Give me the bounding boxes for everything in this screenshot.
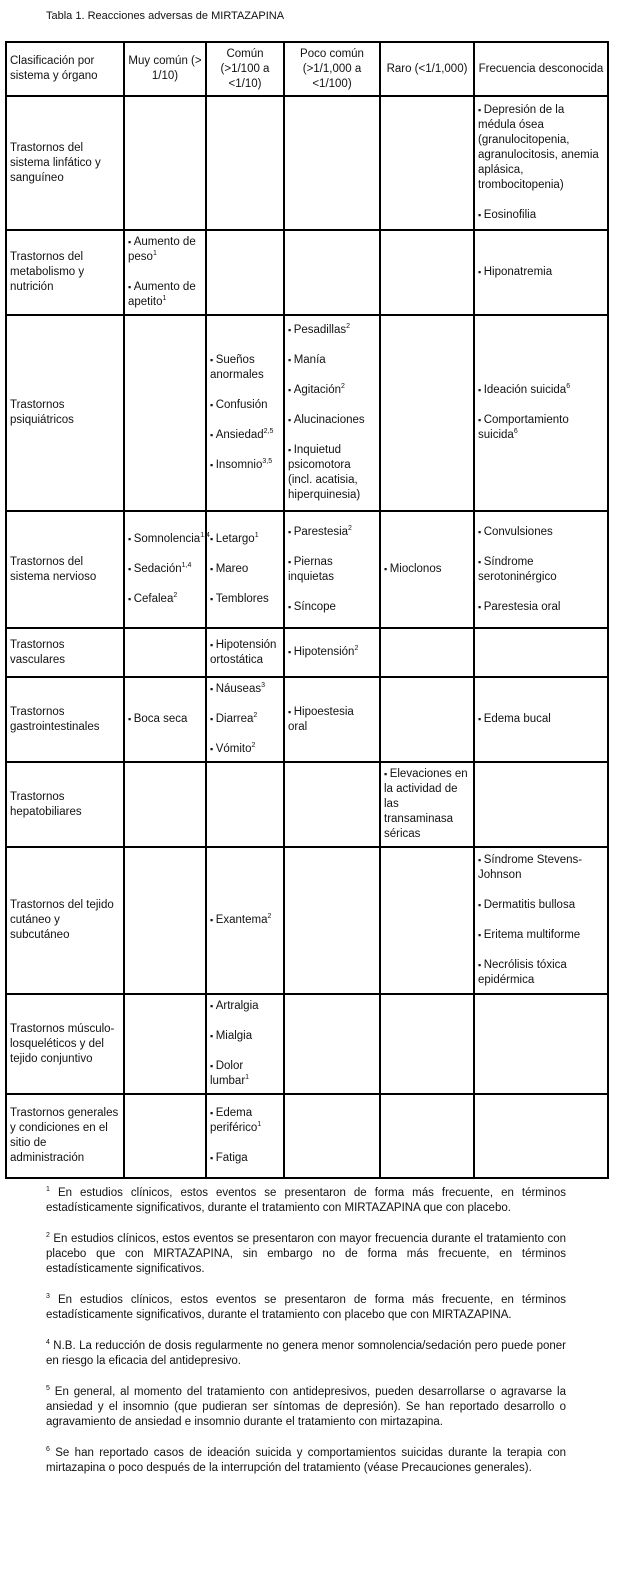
organ-class-cell: Trastornos del tejido cutáneo y subcutáneo	[6, 847, 124, 994]
reaction-item: ▪ Hipotensión ortostática	[210, 638, 280, 668]
unknown-frequency-cell	[474, 96, 608, 230]
reaction-item: ▪ Letargo$^1$	[210, 532, 280, 547]
footnote-ref: 1,4	[181, 562, 192, 570]
common-cell	[206, 762, 284, 847]
table-row	[6, 677, 608, 762]
uncommon-cell	[284, 315, 380, 511]
header-row	[6, 42, 608, 96]
reaction-item: ▪ Mioclonos	[384, 562, 470, 577]
footnote-ref: 1	[162, 295, 167, 303]
common-cell	[206, 96, 284, 230]
rare-cell	[380, 230, 474, 315]
very-common-cell	[124, 847, 206, 994]
reaction-item: ▪ Sedación$^{1,4}$	[128, 562, 202, 577]
reaction-item: ▪ Edema bucal	[478, 712, 604, 727]
reaction-list	[210, 913, 280, 928]
footnote: $^1$ En estudios clínicos, estos eventos se presentaron de forma más frecuente, en términos estadísticamente significativos, durante el tratamiento con MIRTAZAPINA que con placebo.	[46, 1186, 566, 1214]
header-uncommon: Poco común (>1/1,000 a <1/100)	[284, 42, 380, 96]
uncommon-cell	[284, 762, 380, 847]
reaction-list	[288, 705, 376, 735]
uncommon-cell	[284, 628, 380, 677]
reaction-item: ▪ Aumento de peso$^1$	[128, 235, 202, 265]
common-cell	[206, 230, 284, 315]
table-row	[6, 628, 608, 677]
footnote-ref: 1	[254, 532, 259, 540]
organ-class-cell: Trastornos músculo-losqueléticos y del tejido conjuntivo	[6, 994, 124, 1094]
reaction-item: ▪ Hiponatremia	[478, 265, 604, 280]
uncommon-cell	[284, 96, 380, 230]
footnote-number: 2	[46, 1232, 50, 1240]
reaction-item: ▪ Pesadillas$^2$	[288, 323, 376, 338]
reaction-item: ▪ Sueños anormales	[210, 353, 280, 383]
rare-cell	[380, 847, 474, 994]
reaction-item: ▪ Boca seca	[128, 712, 202, 727]
uncommon-cell	[284, 230, 380, 315]
reaction-list	[128, 235, 202, 310]
footnote-ref: 2	[267, 913, 272, 921]
rare-cell	[380, 628, 474, 677]
reaction-list	[384, 562, 470, 577]
footnote-ref: 3	[261, 682, 265, 690]
reaction-list	[210, 682, 280, 757]
unknown-frequency-cell	[474, 230, 608, 315]
organ-class-cell: Trastornos del metabolismo y nutrición	[6, 230, 124, 315]
reaction-item: ▪ Síndrome Stevens-Johnson	[478, 853, 604, 883]
reaction-item: ▪ Inquietud psicomotora (incl. acatisia, hiperquinesia)	[288, 443, 376, 503]
very-common-cell	[124, 628, 206, 677]
reaction-item: ▪ Mialgia	[210, 1029, 280, 1044]
reaction-list	[478, 712, 604, 727]
organ-class-cell: Trastornos generales y condiciones en el sitio de administración	[6, 1094, 124, 1178]
header-unknown-frequency: Frecuencia desconocida	[474, 42, 608, 96]
reaction-item: ▪ Manía	[288, 353, 376, 368]
reaction-list	[478, 525, 604, 615]
reaction-list	[210, 638, 280, 668]
very-common-cell	[124, 1094, 206, 1178]
very-common-cell	[124, 762, 206, 847]
footnote-ref: 2	[354, 645, 359, 653]
reaction-item: ▪ Confusión	[210, 398, 280, 413]
reaction-list	[288, 323, 376, 503]
rare-cell	[380, 511, 474, 628]
footnote-ref: 3,5	[262, 458, 273, 466]
reaction-list	[478, 265, 604, 280]
very-common-cell	[124, 230, 206, 315]
unknown-frequency-cell	[474, 511, 608, 628]
footnote: $^4$ N.B. La reducción de dosis regularmente no genera menor somnolencia/sedación pero puede poner en riesgo la eficacia del antidepresivo.	[46, 1339, 566, 1367]
reaction-item: ▪ Parestesia$^2$	[288, 525, 376, 540]
footnote-ref: 2	[346, 323, 351, 331]
adverse-reactions-table	[5, 41, 609, 1179]
header-common: Común (>1/100 a <1/10)	[206, 42, 284, 96]
footnote-ref: 1,4	[200, 532, 210, 540]
reaction-list	[210, 1106, 280, 1166]
footnote: $^2$ En estudios clínicos, estos eventos se presentaron con mayor frecuencia durante el tratamiento con placebo que con MIRTAZAPINA, sin embargo no de forma más frecuente, en términos estadísticamente significativos.	[46, 1232, 566, 1275]
reaction-item: ▪ Somnolencia$^{1,4}$	[128, 532, 202, 547]
reaction-item: ▪ Convulsiones	[478, 525, 604, 540]
reaction-item: ▪ Síncope	[288, 600, 376, 615]
reaction-item: ▪ Temblores	[210, 592, 280, 607]
reaction-list	[288, 645, 376, 660]
footnote-number: 1	[46, 1186, 50, 1194]
organ-class-cell: Trastornos psiquiátricos	[6, 315, 124, 511]
reaction-item: ▪ Diarrea$^2$	[210, 712, 280, 727]
uncommon-cell	[284, 1094, 380, 1178]
rare-cell	[380, 315, 474, 511]
reaction-item: ▪ Alucinaciones	[288, 413, 376, 428]
very-common-cell	[124, 96, 206, 230]
table-body	[6, 96, 608, 1178]
reaction-item: ▪ Parestesia oral	[478, 600, 604, 615]
footnote-number: 5	[46, 1385, 50, 1393]
very-common-cell	[124, 994, 206, 1094]
reaction-item: ▪ Dolor lumbar$^1$	[210, 1059, 280, 1089]
reaction-list	[210, 532, 280, 607]
reaction-list	[288, 525, 376, 615]
footnote-number: 6	[46, 1446, 50, 1454]
reaction-item: ▪ Ideación suicida$^6$	[478, 383, 604, 398]
very-common-cell	[124, 315, 206, 511]
table-row	[6, 96, 608, 230]
reaction-item: ▪ Dermatitis bullosa	[478, 898, 604, 913]
footnote-ref: 2	[173, 592, 178, 600]
reaction-list	[478, 383, 604, 443]
common-cell	[206, 628, 284, 677]
reaction-item: ▪ Cefalea$^2$	[128, 592, 202, 607]
unknown-frequency-cell	[474, 847, 608, 994]
common-cell	[206, 847, 284, 994]
unknown-frequency-cell	[474, 762, 608, 847]
table-caption: Tabla 1. Reacciones adversas de MIRTAZAPINA	[46, 10, 285, 22]
common-cell	[206, 511, 284, 628]
organ-class-cell: Trastornos vasculares	[6, 628, 124, 677]
reaction-item: ▪ Elevaciones en la actividad de las transaminasa séricas	[384, 767, 470, 842]
unknown-frequency-cell	[474, 315, 608, 511]
footnote-ref: 6	[566, 383, 571, 391]
reaction-item: ▪ Ansiedad$^{2,5}$	[210, 428, 280, 443]
reaction-item: ▪ Insomnio$^{3,5}$	[210, 458, 280, 473]
footnote-ref: 1	[245, 1074, 250, 1082]
uncommon-cell	[284, 994, 380, 1094]
reaction-item: ▪ Exantema$^2$	[210, 913, 280, 928]
reaction-item: ▪ Artralgia	[210, 999, 280, 1014]
footnote-ref: 1	[152, 250, 157, 258]
reaction-item: ▪ Aumento de apetito$^1$	[128, 280, 202, 310]
uncommon-cell	[284, 677, 380, 762]
footnotes	[46, 1186, 566, 1492]
unknown-frequency-cell	[474, 1094, 608, 1178]
reaction-item: ▪ Necrólisis tóxica epidérmica	[478, 958, 604, 988]
organ-class-cell: Trastornos del sistema nervioso	[6, 511, 124, 628]
table-row	[6, 847, 608, 994]
organ-class-cell: Trastornos gastrointestinales	[6, 677, 124, 762]
footnote-ref: 2	[341, 383, 345, 391]
rare-cell	[380, 96, 474, 230]
common-cell	[206, 1094, 284, 1178]
unknown-frequency-cell	[474, 677, 608, 762]
reaction-item: ▪ Fatiga	[210, 1151, 280, 1166]
footnote: $^5$ En general, al momento del tratamiento con antidepresivos, pueden desarrollarse o agravarse la ansiedad y el insomnio (que pudieran ser síntomas de depresión). Se han reportado desarrollo o agravamiento de ansiedad e insomnio durante el tratamiento con mirtazapina.	[46, 1385, 566, 1428]
reaction-list	[210, 999, 280, 1089]
table-row	[6, 994, 608, 1094]
reaction-list	[128, 532, 210, 607]
header-rare: Raro (<1/1,000)	[380, 42, 474, 96]
reaction-list	[128, 712, 202, 727]
footnote-ref: 2,5	[263, 428, 274, 436]
reaction-item: ▪ Mareo	[210, 562, 280, 577]
rare-cell	[380, 677, 474, 762]
header-very-common: Muy común (> 1/10)	[124, 42, 206, 96]
reaction-item: ▪ Comportamiento suicida$^6$	[478, 413, 604, 443]
organ-class-cell: Trastornos hepatobiliares	[6, 762, 124, 847]
unknown-frequency-cell	[474, 994, 608, 1094]
table-row	[6, 762, 608, 847]
footnote-ref: 2	[251, 742, 256, 750]
footnote-ref: 1	[257, 1121, 262, 1129]
footnote: $^6$ Se han reportado casos de ideación suicida y comportamientos suicidas durante la terapia con mirtazapina o poco después de la interrupción del tratamiento (véase Precauciones generales).	[46, 1446, 566, 1474]
reaction-item: ▪ Eritema multiforme	[478, 928, 604, 943]
reaction-item: ▪ Depresión de la médula ósea (granulocitopenia, agranulocitosis, anemia aplásica, trombocitopenia)	[478, 103, 604, 193]
footnote-ref: 2	[253, 712, 258, 720]
uncommon-cell	[284, 511, 380, 628]
very-common-cell	[124, 677, 206, 762]
rare-cell	[380, 994, 474, 1094]
organ-class-cell: Trastornos del sistema linfático y sanguíneo	[6, 96, 124, 230]
reaction-item: ▪ Vómito$^2$	[210, 742, 280, 757]
reaction-list	[384, 767, 470, 842]
reaction-item: ▪ Náuseas$^3$	[210, 682, 280, 697]
table-row	[6, 230, 608, 315]
rare-cell	[380, 1094, 474, 1178]
reaction-item: ▪ Piernas inquietas	[288, 555, 376, 585]
reaction-item: ▪ Síndrome serotoninérgico	[478, 555, 604, 585]
reaction-item: ▪ Hipotensión$^2$	[288, 645, 376, 660]
table-row	[6, 511, 608, 628]
reaction-list	[210, 353, 280, 473]
reaction-item: ▪ Edema periférico$^1$	[210, 1106, 280, 1136]
unknown-frequency-cell	[474, 628, 608, 677]
very-common-cell	[124, 511, 210, 628]
common-cell	[206, 994, 284, 1094]
common-cell	[206, 677, 284, 762]
reaction-item: ▪ Agitación$^2$	[288, 383, 376, 398]
reaction-list	[478, 103, 604, 223]
reaction-item: ▪ Eosinofilia	[478, 208, 604, 223]
footnote-ref: 6	[513, 428, 518, 436]
reaction-item: ▪ Hipoestesia oral	[288, 705, 376, 735]
footnote-number: 3	[46, 1293, 50, 1301]
rare-cell	[380, 762, 474, 847]
header-organ-class: Clasificación por sistema y órgano	[6, 42, 124, 96]
table-row	[6, 315, 608, 511]
table-row	[6, 1094, 608, 1178]
footnote-ref: 2	[348, 524, 352, 532]
footnote: $^3$ En estudios clínicos, estos eventos se presentaron de forma más frecuente, en términos estadísticamente significativos, durante el tratamiento con placebo que con MIRTAZAPINA.	[46, 1293, 566, 1321]
footnote-number: 4	[46, 1339, 50, 1347]
common-cell	[206, 315, 284, 511]
uncommon-cell	[284, 847, 380, 994]
reaction-list	[478, 853, 604, 988]
